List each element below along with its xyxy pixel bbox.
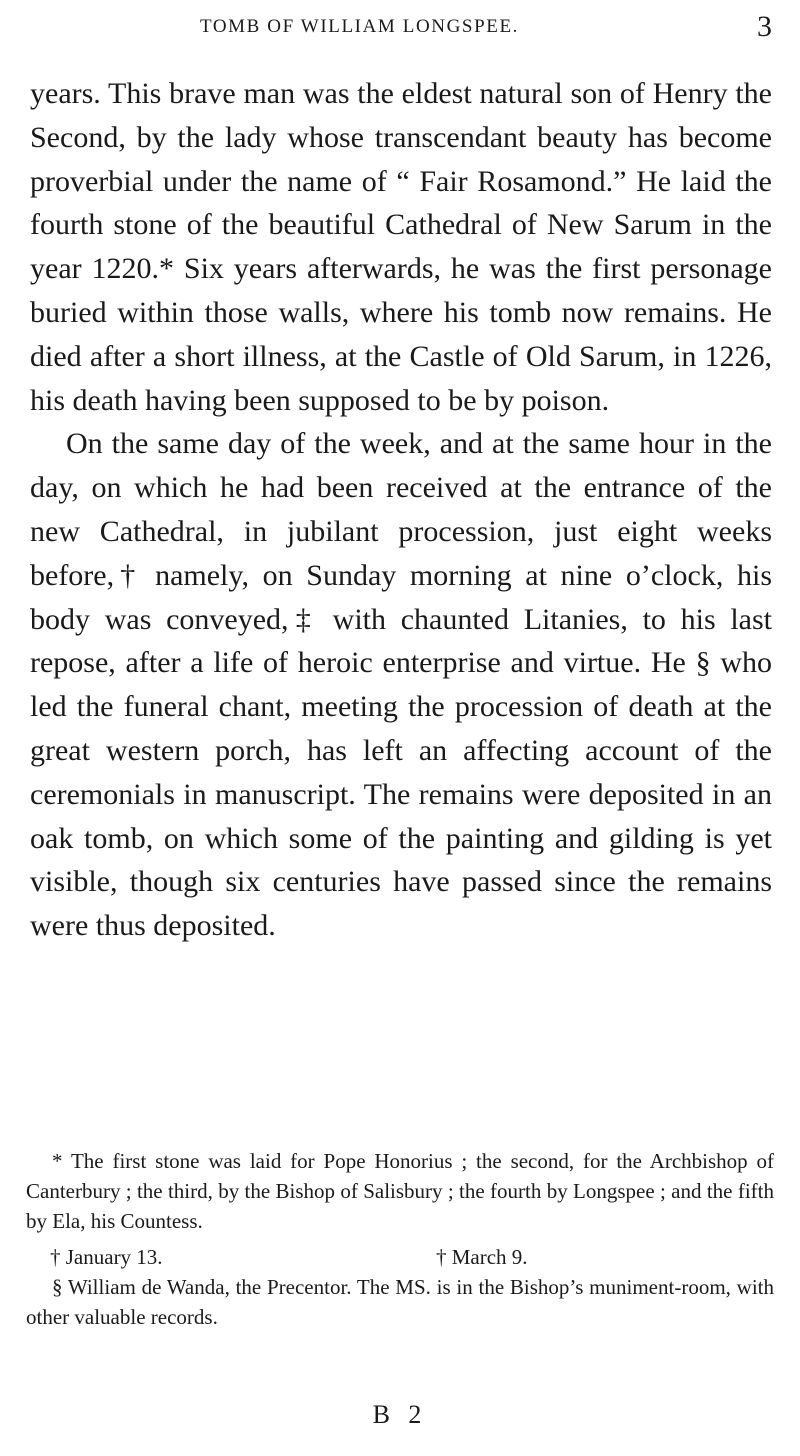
footnotes (26, 1146, 774, 1332)
footnote-section: § William de Wanda, the Precentor. The MS. is in the Bishop’s muniment-room, with other valuable records. (26, 1275, 774, 1329)
signature-mark: B 2 (372, 1400, 428, 1429)
body-text (30, 72, 772, 948)
paragraph-2: On the same day of the week, and at the same hour in the day, on which he had been received at the entrance of the new Cathedral, in jubilant procession, just eight weeks before,† namely, on Sunday morning at nine o’clock, his body was conveyed,‡ with chaunted Litanies, to his last repose, after a life of heroic enterprise and virtue. He § who led the funeral chant, meeting the procession of death at the great western porch, has left an affecting account of the ceremonials in manuscript. The remains were deposited in an oak tomb, on which some of the painting and gilding is yet visible, though six centuries have passed since the remains were thus deposited. (30, 427, 772, 943)
footnote-double-dagger: † March 9. (436, 1245, 528, 1269)
footnote-dagger-row (26, 1242, 774, 1272)
footnote-dagger: † January 13. (50, 1245, 163, 1269)
paragraph-1: years. This brave man was the eldest natural son of Henry the Second, by the lady whose transcendant beauty has become proverbial under the name of “ Fair Rosamond.” He laid the fourth stone of the beautiful Cathedral of New Sarum in the year 1220.* Six years afterwards, he was the first personage buried within those walls, where his tomb now remains. He died after a short illness, at the Castle of Old Sarum, in 1226, his death having been supposed to be by poison. (30, 77, 772, 417)
running-head (0, 10, 800, 44)
footnote-asterisk: * The first stone was laid for Pope Honorius ; the second, for the Archbishop of Canterbury ; the third, by the Bishop of Salisbury ; the fourth by Longspee ; and the fifth by Ela, his Countess. (26, 1149, 774, 1233)
running-title: TOMB OF WILLIAM LONGSPEE. (200, 16, 520, 37)
page-number: 3 (757, 10, 772, 43)
